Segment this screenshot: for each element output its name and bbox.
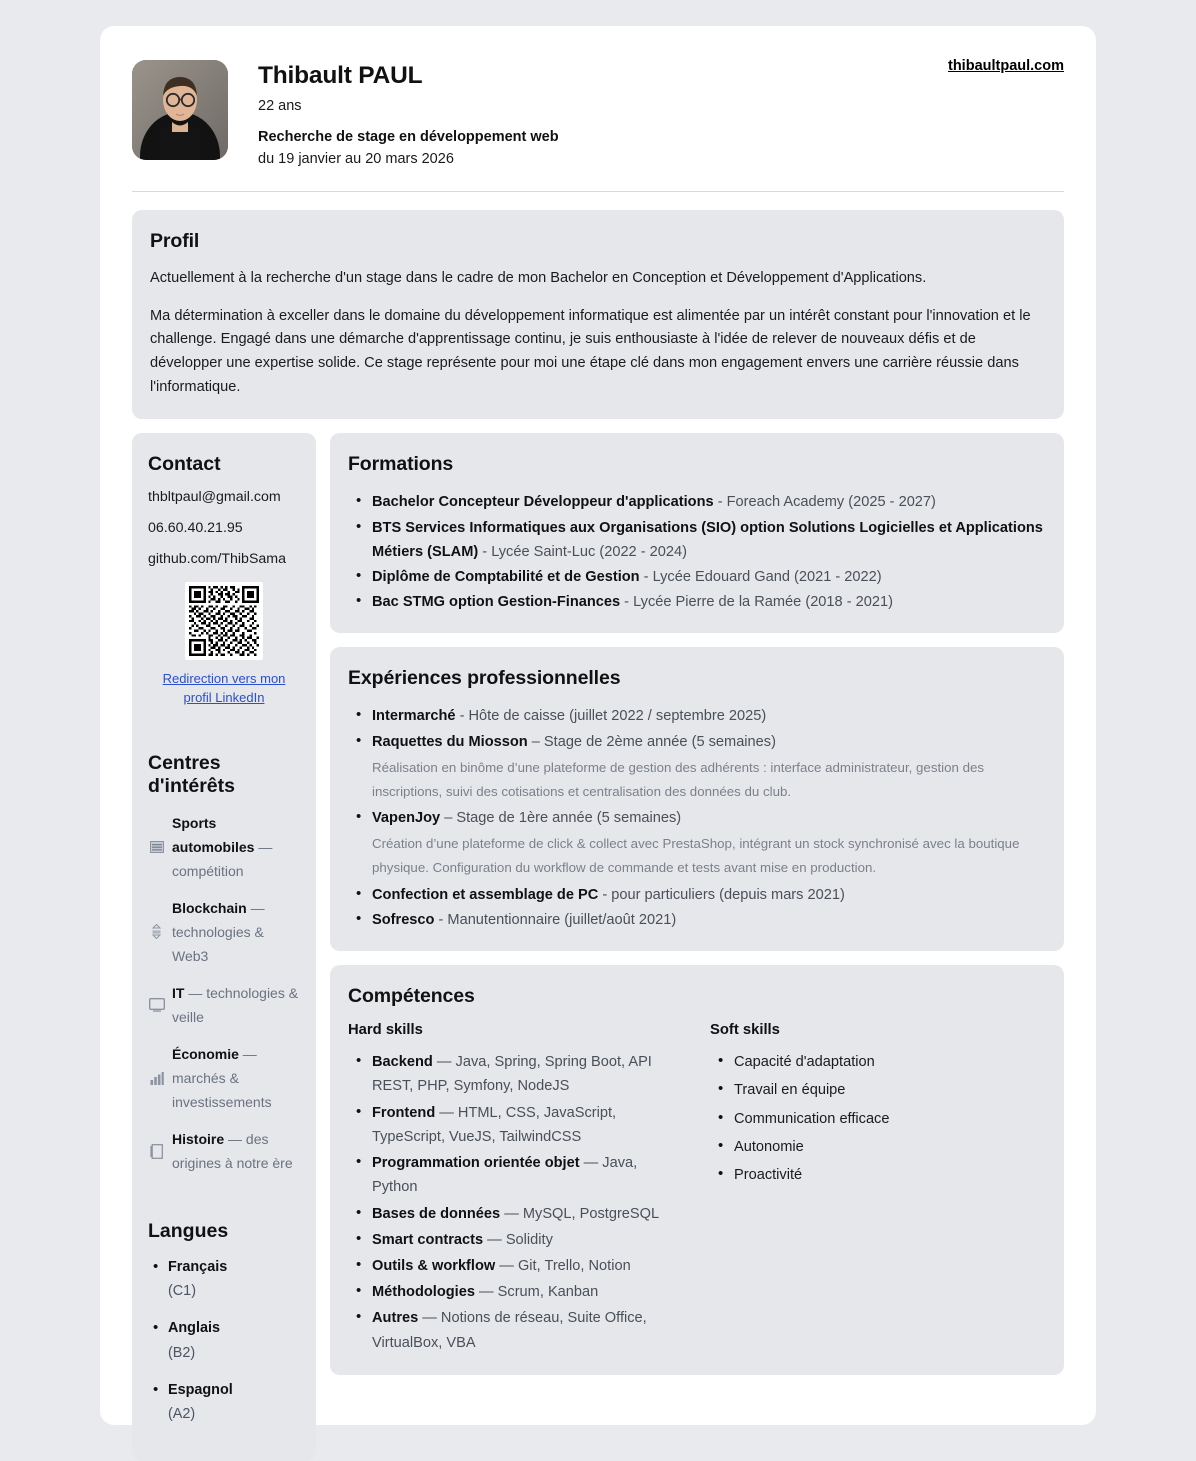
list-item bbox=[152, 1378, 300, 1426]
experience-company: Raquettes du Miosson bbox=[372, 733, 528, 750]
skill-category: Bases de données bbox=[372, 1205, 501, 1222]
list-item bbox=[152, 1255, 300, 1303]
list-item: • Capacité d'adaptation bbox=[716, 1050, 1046, 1074]
skill-category: Outils & workflow bbox=[372, 1257, 496, 1274]
skills-heading: Compétences bbox=[348, 985, 475, 1008]
experience-role: - Manutentionnaire (juillet/août 2021) bbox=[434, 911, 677, 928]
bar-chart-icon bbox=[148, 1070, 165, 1087]
skill-category: Autres bbox=[372, 1310, 419, 1327]
age-text: 22 ans bbox=[258, 98, 302, 115]
list-item bbox=[354, 730, 1046, 754]
experience-role: – Stage de 2ème année (5 semaines) bbox=[527, 733, 776, 750]
experience-description: Réalisation en binôme d’une plateforme de gestion des adhérents : interface administrateur, gestion des inscriptions, suivi des cotisations et centralisation des données du club. bbox=[372, 759, 985, 799]
formations-list bbox=[348, 490, 1046, 614]
experiences-list bbox=[348, 806, 1046, 830]
main-column bbox=[330, 433, 1064, 1374]
list-item bbox=[354, 1050, 684, 1098]
interest-label: Blockchain bbox=[172, 899, 247, 916]
profile-section bbox=[132, 210, 1064, 419]
list-item bbox=[354, 704, 1046, 728]
experience-company: Intermarché bbox=[372, 708, 456, 725]
languages-list bbox=[148, 1255, 300, 1426]
objective-text: Recherche de stage en développement web bbox=[258, 129, 559, 146]
interest-item bbox=[148, 896, 300, 968]
hard-skills-heading: Hard skills bbox=[348, 1022, 423, 1039]
list-item bbox=[354, 1101, 684, 1149]
skill-category: Méthodologies bbox=[372, 1284, 475, 1301]
experiences-list bbox=[348, 883, 1046, 932]
header-divider bbox=[132, 191, 1064, 192]
skill-category: Smart contracts bbox=[372, 1231, 484, 1248]
qr-code-linkedin[interactable] bbox=[185, 582, 263, 660]
interest-label: IT bbox=[172, 985, 185, 1002]
language-name: • Anglais bbox=[168, 1320, 220, 1337]
interest-label: Histoire bbox=[172, 1131, 225, 1148]
contact-heading: Contact bbox=[148, 453, 221, 476]
list-item bbox=[354, 1254, 684, 1278]
website-link[interactable]: thibaultpaul.com bbox=[948, 58, 1064, 74]
skill-list: — Solidity bbox=[483, 1231, 553, 1248]
list-item bbox=[354, 908, 1046, 932]
skill-list: — Java, Python bbox=[372, 1155, 638, 1196]
skill-list: — Java, Spring, Spring Boot, API REST, PHP, Symfony, NodeJS bbox=[372, 1054, 652, 1095]
experience-company: Confection et assemblage de PC bbox=[372, 886, 599, 903]
soft-skills-heading: Soft skills bbox=[710, 1022, 780, 1039]
soft-skills-list bbox=[710, 1050, 1046, 1187]
interest-detail: — compétition bbox=[172, 838, 273, 879]
period-text: du 19 janvier au 20 mars 2026 bbox=[258, 151, 454, 168]
experience-company: VapenJoy bbox=[372, 810, 441, 827]
interest-item bbox=[148, 1127, 300, 1175]
skill-list: — Notions de réseau, Suite Office, VirtualBox, VBA bbox=[372, 1310, 647, 1351]
list-item bbox=[354, 1306, 684, 1354]
interests-heading: Centres d'intérêts bbox=[148, 751, 235, 798]
interest-text bbox=[172, 981, 300, 1029]
experiences-heading: Expériences professionnelles bbox=[348, 667, 621, 690]
interest-item bbox=[148, 811, 300, 883]
contact-email[interactable]: thbltpaul@gmail.com bbox=[148, 488, 281, 505]
skill-list: — Git, Trello, Notion bbox=[495, 1257, 631, 1274]
skills-grid bbox=[348, 1022, 1046, 1357]
contact-phone[interactable]: 06.60.40.21.95 bbox=[148, 519, 243, 536]
header-text-block bbox=[258, 60, 559, 167]
interest-item bbox=[148, 1042, 300, 1114]
experience-role: - pour particuliers (depuis mars 2021) bbox=[598, 886, 845, 903]
skill-category: Frontend bbox=[372, 1104, 436, 1121]
interest-label: Sports automobiles bbox=[172, 814, 255, 855]
interest-label: Économie bbox=[172, 1046, 239, 1063]
profile-paragraph: Actuellement à la recherche d'un stage dans le cadre de mon Bachelor en Conception et Développement d'Applications. bbox=[150, 270, 927, 287]
skill-list: — HTML, CSS, JavaScript, TypeScript, VueJS, TailwindCSS bbox=[372, 1104, 617, 1145]
qr-code-wrapper[interactable] bbox=[148, 582, 300, 660]
list-item bbox=[354, 565, 1046, 589]
hard-skills-list bbox=[348, 1050, 684, 1355]
list-item bbox=[354, 590, 1046, 614]
formation-degree: Diplôme de Comptabilité et de Gestion bbox=[372, 569, 640, 586]
experiences-section bbox=[330, 647, 1064, 951]
skill-list: — MySQL, PostgreSQL bbox=[500, 1205, 660, 1222]
list-item bbox=[354, 1151, 684, 1199]
experience-company: Sofresco bbox=[372, 911, 435, 928]
formation-detail: - Lycée Pierre de la Ramée (2018 - 2021) bbox=[620, 594, 893, 611]
contact-github[interactable]: github.com/ThibSama bbox=[148, 550, 287, 567]
profile-paragraph: Ma détermination à exceller dans le domaine du développement informatique est alimentée par un intérêt constant pour l'innovation et le challenge. Engagé dans une démarche d'apprentissage continu, je suis enthousiaste à l'idée de relever de nouveaux défis et de développer une expertise solide. Ce stage représente pour moi une étape clé dans mon engagement envers une carrière réussie dans l'informatique. bbox=[150, 307, 1031, 395]
interest-text bbox=[172, 811, 300, 883]
formation-degree: BTS Services Informatiques aux Organisations (SIO) option Solutions Logicielles et Applications Métiers (SLAM) bbox=[372, 519, 1043, 560]
soft-skills-column bbox=[710, 1022, 1046, 1357]
list-item: • Autonomie bbox=[716, 1135, 1046, 1159]
interest-item bbox=[148, 981, 300, 1029]
skill-category: Backend bbox=[372, 1054, 433, 1071]
experience-description: Création d’une plateforme de click & collect avec PrestaShop, intégrant un stock synchronisé avec la boutique physique. Configuration du workflow de commande et tests avant mise en production. bbox=[372, 836, 1020, 876]
list-item bbox=[354, 883, 1046, 907]
formation-detail: - Foreach Academy (2025 - 2027) bbox=[713, 494, 936, 511]
skill-category: Programmation orientée objet bbox=[372, 1155, 580, 1172]
list-item bbox=[354, 1280, 684, 1304]
list-item: • Communication efficace bbox=[716, 1107, 1046, 1131]
linkedin-redirect-link[interactable]: Redirection vers mon profil LinkedIn bbox=[162, 670, 286, 706]
skill-list: — Scrum, Kanban bbox=[474, 1284, 599, 1301]
interest-detail: — technologies & veille bbox=[172, 985, 299, 1026]
formation-detail: - Lycée Saint-Luc (2022 - 2024) bbox=[478, 543, 687, 560]
list-item bbox=[354, 1228, 684, 1252]
formations-section bbox=[330, 433, 1064, 633]
list-item: • Travail en équipe bbox=[716, 1078, 1046, 1102]
formation-degree: Bachelor Concepteur Développeur d'applications bbox=[372, 494, 714, 511]
page-title: Thibault PAUL bbox=[258, 62, 423, 89]
language-level: (A2) bbox=[168, 1405, 196, 1422]
list-item bbox=[152, 1316, 300, 1364]
formations-heading: Formations bbox=[348, 453, 454, 476]
hard-skills-column bbox=[348, 1022, 684, 1357]
resume-body bbox=[132, 433, 1064, 1461]
interest-text bbox=[172, 1127, 300, 1175]
list-item bbox=[354, 516, 1046, 564]
book-icon bbox=[148, 1143, 165, 1160]
sidebar-column bbox=[132, 433, 316, 1461]
sidebar bbox=[132, 433, 316, 1461]
interest-text bbox=[172, 1042, 300, 1114]
interest-detail: — technologies & Web3 bbox=[172, 899, 265, 964]
list-item: • Proactivité bbox=[716, 1163, 1046, 1187]
formation-degree: Bac STMG option Gestion-Finances bbox=[372, 594, 621, 611]
language-name: • Français bbox=[168, 1258, 228, 1275]
languages-heading: Langues bbox=[148, 1219, 229, 1242]
list-item bbox=[354, 1202, 684, 1226]
list-item bbox=[354, 490, 1046, 514]
interest-text bbox=[172, 896, 300, 968]
language-level: (C1) bbox=[168, 1283, 196, 1300]
experience-role: – Stage de 1ère année (5 semaines) bbox=[440, 810, 682, 827]
formation-detail: - Lycée Edouard Gand (2021 - 2022) bbox=[639, 569, 882, 586]
skills-section bbox=[330, 965, 1064, 1375]
language-name: • Espagnol bbox=[168, 1381, 233, 1398]
list-icon bbox=[148, 838, 165, 855]
resume-card bbox=[100, 26, 1096, 1425]
profile-heading: Profil bbox=[150, 230, 200, 253]
monitor-icon bbox=[148, 997, 165, 1014]
experiences-list bbox=[348, 704, 1046, 753]
interest-detail: — des origines à notre ère bbox=[172, 1131, 293, 1172]
language-level: (B2) bbox=[168, 1344, 196, 1361]
resume-header bbox=[132, 52, 1064, 167]
list-item bbox=[354, 806, 1046, 830]
experience-role: - Hôte de caisse (juillet 2022 / septembre 2025) bbox=[455, 708, 767, 725]
avatar bbox=[132, 60, 228, 160]
blockchain-arrows-icon bbox=[148, 923, 165, 940]
interest-detail: — marchés & investissements bbox=[172, 1046, 272, 1111]
